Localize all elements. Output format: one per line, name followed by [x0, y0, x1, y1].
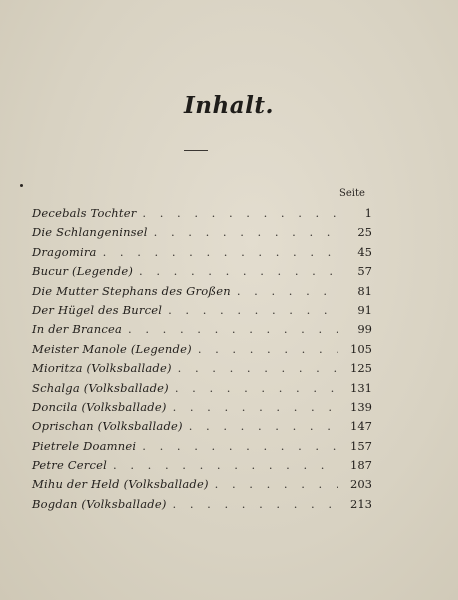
- toc-dot-leader: [189, 417, 338, 436]
- toc-entry: [32, 301, 372, 320]
- toc-dot-leader: [175, 379, 338, 398]
- table-of-contents: [32, 204, 372, 514]
- toc-entry: [32, 495, 372, 514]
- toc-entry-page: 57: [357, 264, 372, 279]
- toc-entry-title: Die Schlangeninsel: [32, 225, 148, 240]
- toc-dot-leader: [103, 243, 338, 262]
- toc-entry-title: Schalga (Volksballade): [32, 380, 169, 395]
- toc-entry-page: 203: [350, 477, 372, 492]
- page-title: Inhalt.: [184, 92, 274, 119]
- toc-dot-leader: [113, 456, 338, 475]
- toc-entry-title: Dragomira: [32, 244, 97, 259]
- toc-entry-title: Meister Manole (Legende): [32, 341, 192, 356]
- toc-entry-page: 25: [357, 225, 372, 240]
- toc-entry-title: Petre Cercel: [32, 458, 108, 473]
- toc-dot-leader: [139, 262, 338, 281]
- toc-entry-page: 157: [350, 438, 372, 453]
- toc-entry-title: Mihu der Held (Volksballade): [32, 477, 209, 492]
- toc-entry: [32, 340, 372, 359]
- toc-entry-page: 139: [350, 399, 372, 414]
- title-divider: [184, 150, 208, 151]
- toc-entry: [32, 320, 372, 339]
- toc-entry-title: Oprischan (Volksballade): [32, 419, 183, 434]
- toc-entry-title: Der Hügel des Burcel: [32, 302, 163, 317]
- toc-dot-leader: [154, 223, 338, 242]
- toc-dot-leader: [215, 475, 338, 494]
- toc-entry-page: 45: [357, 244, 372, 259]
- toc-entry-page: 187: [350, 458, 372, 473]
- toc-entry: [32, 379, 372, 398]
- toc-entry-title: Pietrele Doamnei: [32, 438, 137, 453]
- toc-dot-leader: [142, 437, 338, 456]
- toc-dot-leader: [168, 301, 338, 320]
- toc-dot-leader: [237, 282, 338, 301]
- toc-entry: [32, 359, 372, 378]
- toc-dot-leader: [128, 320, 338, 339]
- toc-entry-title: Bogdan (Volksballade): [32, 496, 167, 511]
- toc-dot-leader: [173, 398, 338, 417]
- toc-entry-page: 125: [350, 361, 372, 376]
- toc-entry: [32, 456, 372, 475]
- toc-entry: [32, 282, 372, 301]
- toc-entry: [32, 243, 372, 262]
- toc-entry: [32, 223, 372, 242]
- toc-entry-page: 147: [350, 419, 372, 434]
- toc-entry: [32, 437, 372, 456]
- toc-entry-page: 91: [357, 302, 372, 317]
- ink-dot: [20, 184, 23, 187]
- toc-entry-title: Decebals Tochter: [32, 206, 137, 220]
- toc-dot-leader: [198, 340, 338, 359]
- page-column-label: Seite: [339, 188, 365, 199]
- toc-entry-page: 81: [357, 283, 372, 298]
- toc-entry: [32, 417, 372, 436]
- toc-entry: [32, 398, 372, 417]
- toc-entry-title: Doncila (Volksballade): [32, 399, 167, 414]
- toc-entry-page: 1: [364, 206, 372, 220]
- toc-dot-leader: [173, 495, 338, 514]
- toc-dot-leader: [142, 204, 338, 223]
- toc-entry-title: Bucur (Legende): [32, 264, 134, 279]
- toc-entry-page: 105: [350, 341, 372, 356]
- toc-entry-page: 99: [357, 322, 372, 337]
- toc-entry: [32, 204, 372, 223]
- toc-entry: [32, 475, 372, 494]
- toc-entry: [32, 262, 372, 281]
- toc-entry-title: Die Mutter Stephans des Großen: [32, 283, 231, 298]
- toc-entry-title: In der Brancea: [32, 322, 123, 337]
- toc-entry-title: Mioritza (Volksballade): [32, 361, 172, 376]
- toc-dot-leader: [178, 359, 338, 378]
- toc-entry-page: 213: [350, 496, 372, 511]
- toc-entry-page: 131: [350, 380, 372, 395]
